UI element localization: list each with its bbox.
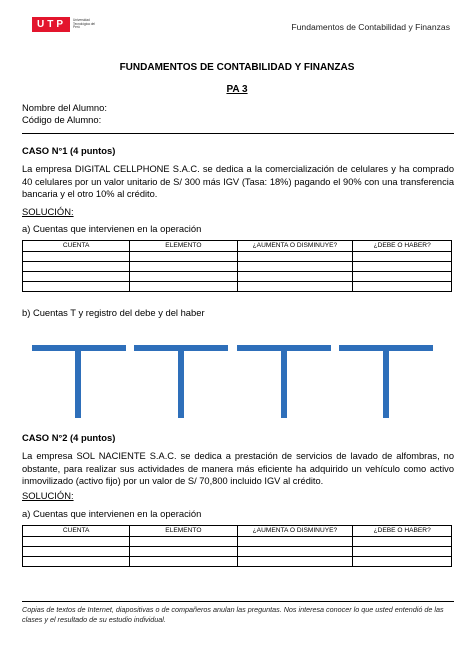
- table-header-row: [23, 526, 452, 537]
- logo-subtitle: Universidad Tecnológica del Perú: [73, 18, 95, 30]
- t-account-1-stem: [75, 345, 81, 418]
- column-header: CUENTA: [23, 241, 130, 252]
- case1-heading: CASO N°1 (4 puntos): [22, 145, 116, 156]
- table-cell[interactable]: [237, 537, 353, 547]
- table-cell[interactable]: [23, 547, 130, 557]
- table-row: [23, 557, 452, 567]
- table-cell[interactable]: [353, 272, 452, 282]
- t-account-4-stem: [383, 345, 389, 418]
- table-cell[interactable]: [130, 262, 237, 272]
- case1-item-a: a) Cuentas que intervienen en la operación: [22, 223, 202, 234]
- table-cell[interactable]: [353, 282, 452, 292]
- case2-accounts-table: [22, 525, 452, 567]
- case1-solution-label: SOLUCIÓN:: [22, 206, 74, 217]
- column-header: ¿AUMENTA O DISMINUYE?: [237, 241, 353, 252]
- footer-note: Copias de textos de Internet, diapositivas o de compañeros anulan las preguntas. Nos interesa conocer lo que usted entendió de las clases y el resultado de su estudio individual.: [22, 605, 444, 624]
- table-cell[interactable]: [353, 557, 452, 567]
- case2-item-a: a) Cuentas que intervienen en la operación: [22, 508, 202, 519]
- running-head: Fundamentos de Contabilidad y Finanzas: [291, 22, 450, 32]
- table-cell[interactable]: [23, 272, 130, 282]
- table-cell[interactable]: [237, 252, 353, 262]
- column-header: CUENTA: [23, 526, 130, 537]
- table-cell[interactable]: [130, 537, 237, 547]
- table-cell[interactable]: [130, 547, 237, 557]
- table-cell[interactable]: [237, 557, 353, 567]
- t-account-3-stem: [281, 345, 287, 418]
- utp-logo: [32, 17, 97, 32]
- table-cell[interactable]: [130, 272, 237, 282]
- table-cell[interactable]: [23, 252, 130, 262]
- table-cell[interactable]: [23, 537, 130, 547]
- table-cell[interactable]: [23, 557, 130, 567]
- table-cell[interactable]: [130, 282, 237, 292]
- table-cell[interactable]: [130, 557, 237, 567]
- case2-heading: CASO N°2 (4 puntos): [22, 432, 116, 443]
- column-header: ¿DEBE O HABER?: [353, 526, 452, 537]
- document-title: FUNDAMENTOS DE CONTABILIDAD Y FINANZAS: [119, 62, 355, 73]
- table-row: [23, 252, 452, 262]
- table-row: [23, 262, 452, 272]
- student-code-label: Código de Alumno:: [22, 114, 102, 125]
- table-cell[interactable]: [23, 262, 130, 272]
- column-header: ELEMENTO: [130, 526, 237, 537]
- table-row: [23, 282, 452, 292]
- footer-divider: [22, 601, 454, 602]
- table-cell[interactable]: [23, 282, 130, 292]
- table-cell[interactable]: [130, 252, 237, 262]
- case2-solution-label: SOLUCIÓN:: [22, 490, 74, 501]
- table-row: [23, 547, 452, 557]
- table-cell[interactable]: [353, 537, 452, 547]
- document-subtitle: PA 3: [226, 84, 248, 95]
- table-cell[interactable]: [353, 547, 452, 557]
- student-name-label: Nombre del Alumno:: [22, 102, 107, 113]
- case1-text: La empresa DIGITAL CELLPHONE S.A.C. se dedica a la comercialización de celulares y ha comprado 40 celulares por un valor unitario de S/ 300 más IGV (Tasa: 18%) pagando el 90% con una transferencia bancaria y el otro 10% al crédito.: [22, 164, 454, 199]
- column-header: ¿AUMENTA O DISMINUYE?: [237, 526, 353, 537]
- case1-accounts-table: [22, 240, 452, 292]
- case2-text: La empresa SOL NACIENTE S.A.C. se dedica a prestación de servicios de lavado de alfombras, no obstante, para realizar sus actividades de manera más eficiente ha adquirido un vehículo como activo inmovilizado (activo fijo) por un valor de S/ 70,800 incluido IGV al crédito.: [22, 451, 454, 486]
- table-cell[interactable]: [353, 252, 452, 262]
- column-header: ¿DEBE O HABER?: [353, 241, 452, 252]
- table-row: [23, 272, 452, 282]
- table-cell[interactable]: [237, 547, 353, 557]
- table-cell[interactable]: [237, 262, 353, 272]
- table-cell[interactable]: [237, 282, 353, 292]
- t-account-2-stem: [178, 345, 184, 418]
- divider: [22, 133, 454, 134]
- table-row: [23, 537, 452, 547]
- column-header: ELEMENTO: [130, 241, 237, 252]
- table-header-row: [23, 241, 452, 252]
- table-cell[interactable]: [237, 272, 353, 282]
- logo-wordmark: UTP: [32, 17, 70, 32]
- case1-item-b: b) Cuentas T y registro del debe y del haber: [22, 307, 205, 318]
- table-cell[interactable]: [353, 262, 452, 272]
